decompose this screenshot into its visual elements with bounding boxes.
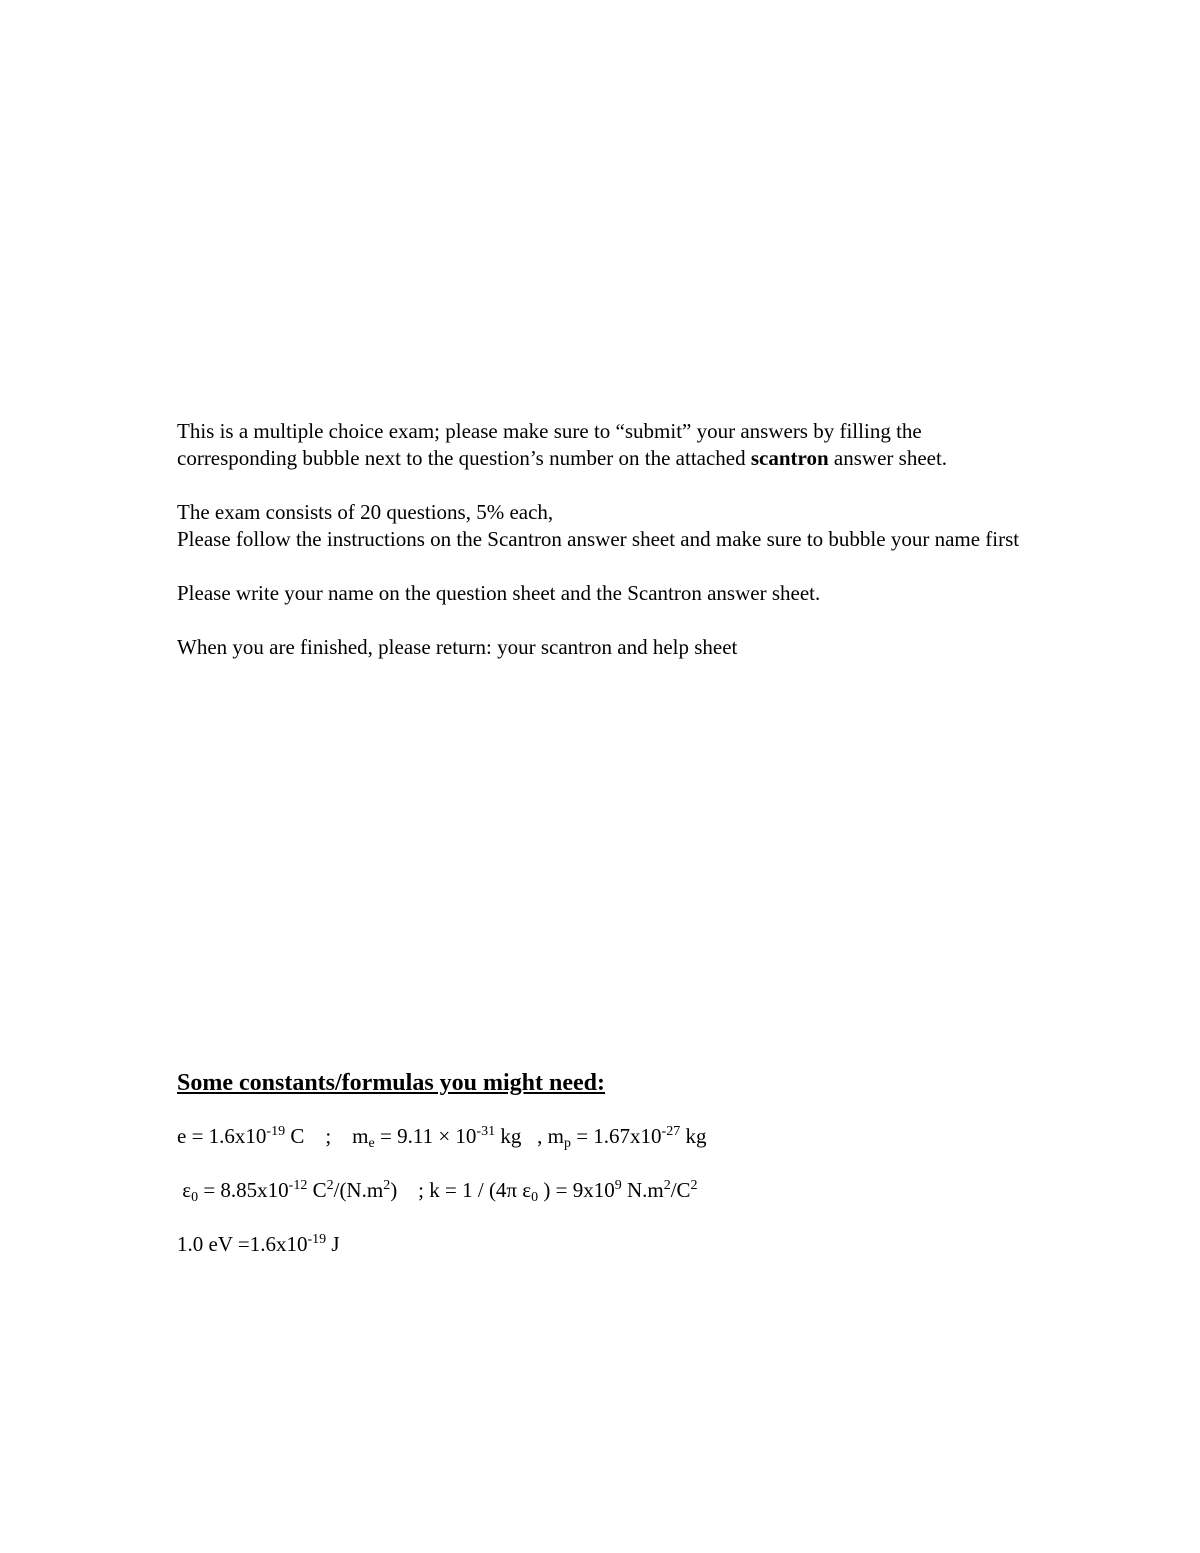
exponent: -12 [288, 1178, 308, 1193]
formula-text: ) ; k = 1 / (4π ε [390, 1178, 532, 1202]
formula-electron-volt [177, 1229, 1037, 1259]
formula-text: ) = 9x10 [538, 1178, 615, 1202]
subscript: e [368, 1136, 375, 1151]
formula-text: kg , m [495, 1124, 564, 1148]
exponent: -19 [307, 1232, 327, 1247]
subscript: 0 [191, 1190, 199, 1205]
constants-section [177, 1067, 1037, 1283]
exponent: -27 [661, 1124, 681, 1139]
exponent: -19 [266, 1124, 286, 1139]
formula-text: 1.0 eV =1.6x10 [177, 1232, 308, 1256]
exponent: -31 [476, 1124, 496, 1139]
formula-permittivity-coulomb [177, 1175, 1037, 1205]
instruction-follow-scantron: Please follow the instructions on the Scantron answer sheet and make sure to bubble your name first [177, 527, 1020, 551]
instruction-text: This is a multiple choice exam; please make sure to “submit” your answers by filling the corresponding bubble next to the question’s number on the attached [177, 419, 922, 470]
subscript: 0 [531, 1190, 539, 1205]
constants-title: Some constants/formulas you might need: [177, 1070, 606, 1096]
formula-charge-masses [177, 1121, 1037, 1151]
formula-text: /(N.m [333, 1178, 384, 1202]
formula-text: /C [670, 1178, 691, 1202]
formula-text: C [307, 1178, 327, 1202]
formula-text: kg [680, 1124, 707, 1148]
formula-text: = 8.85x10 [198, 1178, 289, 1202]
instruction-return: When you are finished, please return: your scantron and help sheet [177, 635, 738, 659]
formula-text: N.m [621, 1178, 664, 1202]
exponent: 9 [614, 1178, 622, 1193]
instruction-text: answer sheet. [828, 446, 948, 470]
formula-text: = 1.67x10 [570, 1124, 662, 1148]
instruction-write-name: Please write your name on the question sheet and the Scantron answer sheet. [177, 581, 821, 605]
exponent: 2 [326, 1178, 334, 1193]
instruction-paragraph-submit [177, 418, 1037, 472]
scantron-bold-word: scantron [750, 446, 829, 470]
formula-text: = 9.11 × 10 [374, 1124, 477, 1148]
exam-instructions [177, 418, 1037, 661]
exponent: 2 [663, 1178, 671, 1193]
exponent: 2 [383, 1178, 391, 1193]
exponent: 2 [690, 1178, 698, 1193]
formula-text: J [326, 1232, 340, 1256]
formula-text: e = 1.6x10 [177, 1124, 267, 1148]
subscript: p [563, 1136, 571, 1151]
formula-text: C ; m [285, 1124, 369, 1148]
instruction-exam-size: The exam consists of 20 questions, 5% each, [177, 500, 554, 524]
formula-text: ε [177, 1178, 192, 1202]
